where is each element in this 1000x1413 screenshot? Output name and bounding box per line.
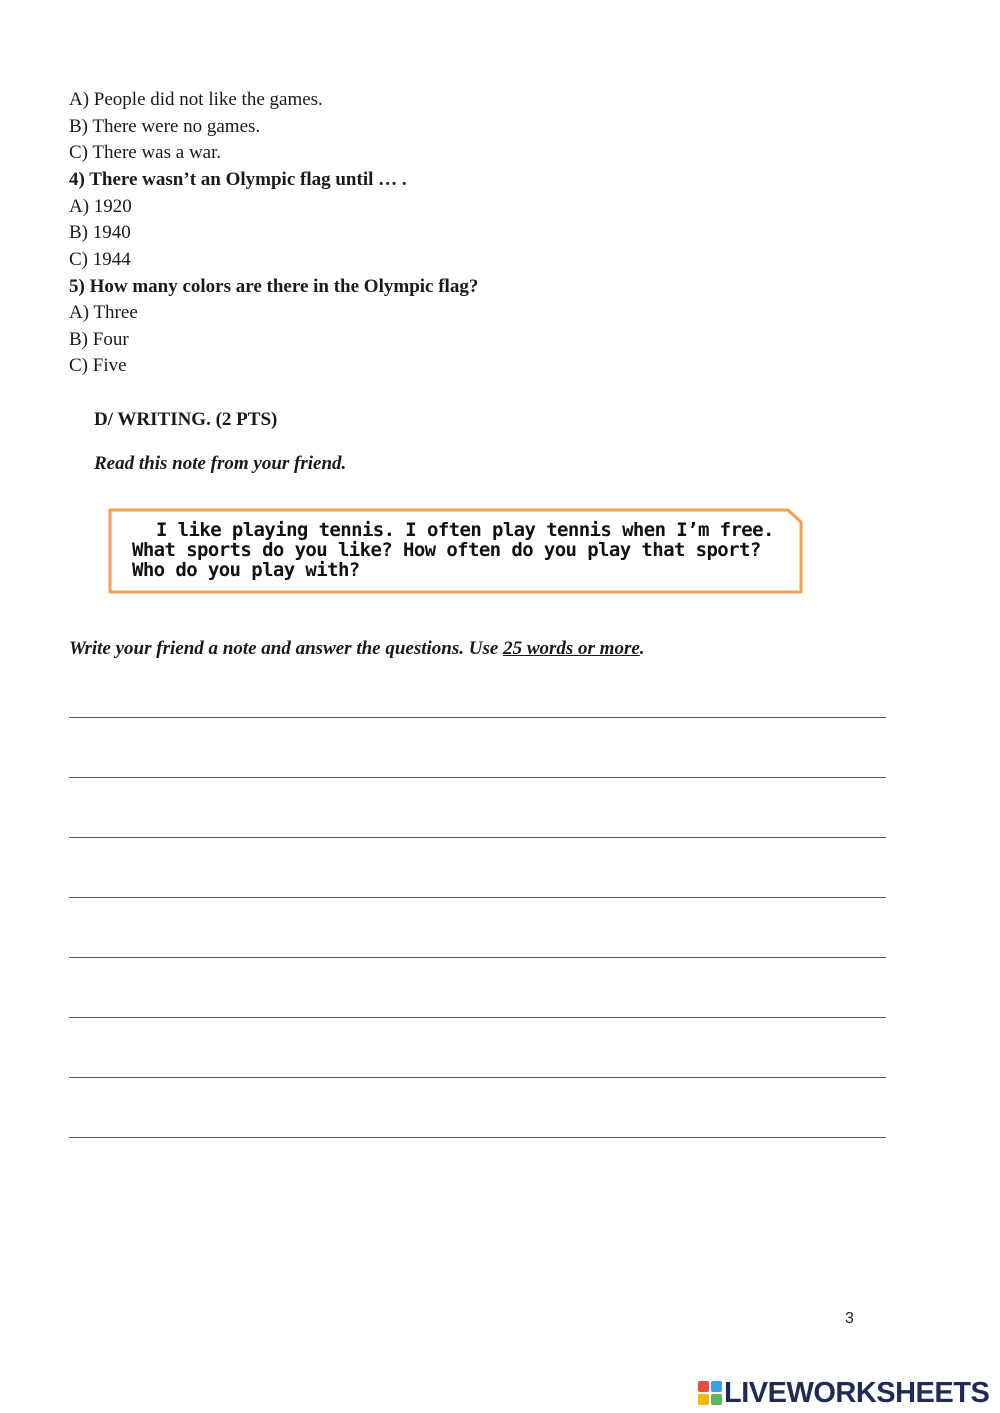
q5-prompt: 5) How many colors are there in the Olympic flag?	[69, 276, 479, 297]
q5-option-a: A) Three	[69, 302, 138, 323]
note-line-1: I like playing tennis. I often play tennis when I’m free.	[156, 519, 774, 541]
writing-task	[69, 638, 645, 660]
note-text	[132, 520, 792, 580]
friend-note-box	[108, 508, 801, 592]
answer-line[interactable]	[69, 717, 886, 718]
q4-option-b: B) 1940	[69, 222, 131, 243]
q4-prompt: 4) There wasn’t an Olympic flag until … .	[69, 169, 407, 190]
note-line-2: What sports do you like? How often do you play that sport?	[132, 539, 761, 561]
liveworksheets-logo-text: LIVEWORKSHEETS	[724, 1377, 990, 1409]
answer-line[interactable]	[69, 837, 886, 838]
answer-line[interactable]	[69, 897, 886, 898]
q3-option-a: A) People did not like the games.	[69, 89, 323, 110]
q5-option-b: B) Four	[69, 329, 129, 350]
liveworksheets-logo-icon	[698, 1381, 722, 1405]
q3-option-c: C) There was a war.	[69, 142, 222, 163]
answer-line[interactable]	[69, 957, 886, 958]
writing-heading: D/ WRITING. (2 PTS)	[94, 409, 278, 430]
writing-task-prefix: Write your friend a note and answer the questions. Use	[69, 638, 504, 659]
q4-option-c: C) 1944	[69, 249, 131, 270]
answer-line[interactable]	[69, 1017, 886, 1018]
q4-option-a: A) 1920	[69, 196, 132, 217]
q3-option-b: B) There were no games.	[69, 116, 261, 137]
page-number: 3	[845, 1310, 854, 1327]
answer-line[interactable]	[69, 1137, 886, 1138]
writing-task-emphasis: 25 words or more	[503, 638, 640, 659]
writing-task-suffix: .	[639, 638, 645, 659]
answer-line[interactable]	[69, 1077, 886, 1078]
writing-instruction: Read this note from your friend.	[94, 453, 347, 474]
liveworksheets-logo	[698, 1378, 989, 1408]
q5-option-c: C) Five	[69, 355, 127, 376]
answer-line[interactable]	[69, 777, 886, 778]
note-line-3: Who do you play with?	[132, 559, 360, 581]
